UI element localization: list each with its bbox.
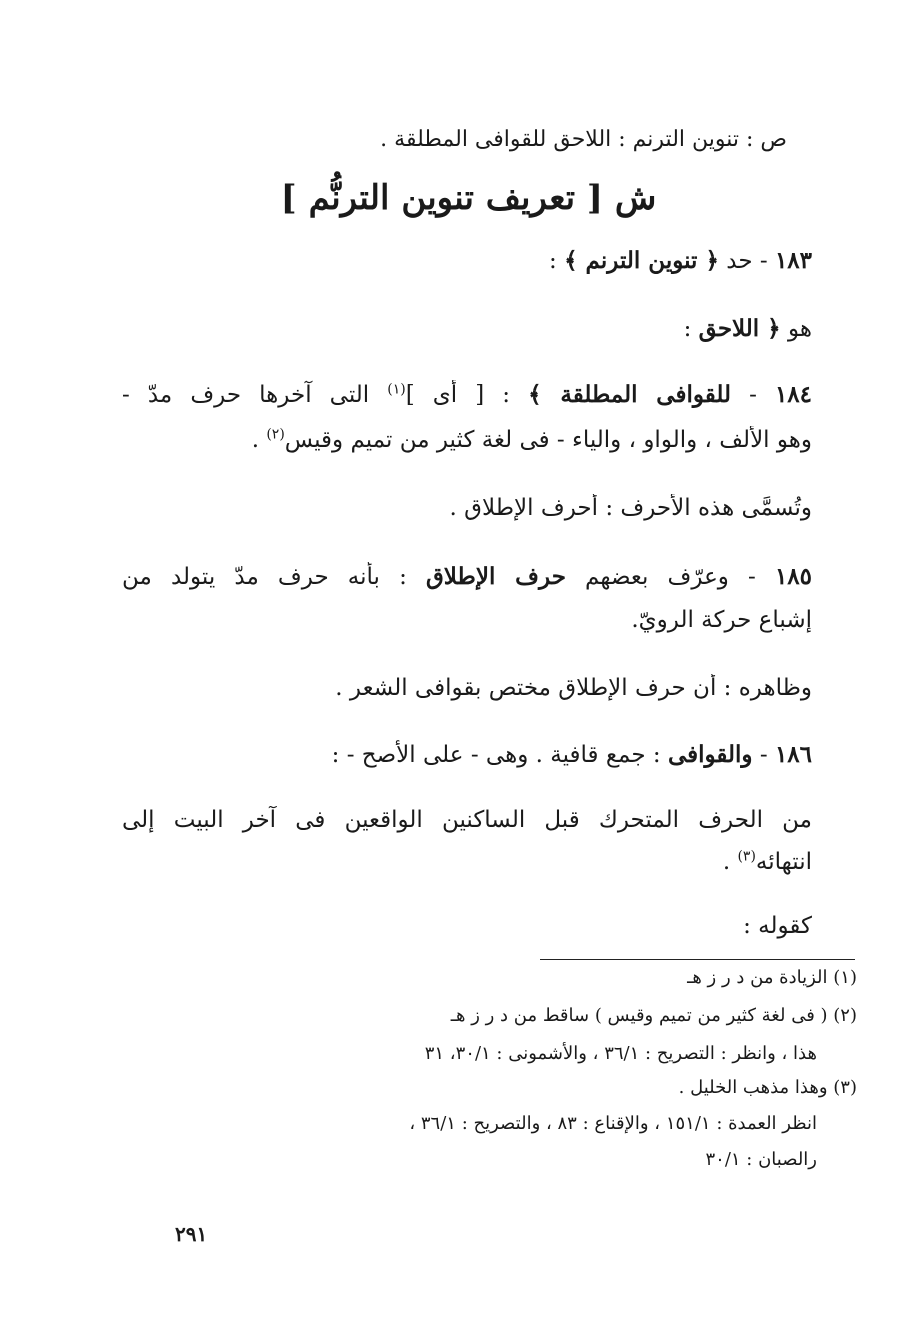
page-number: ٢٩١ xyxy=(175,1222,208,1246)
paragraph-184-line2 xyxy=(122,426,812,456)
paragraph-text: : xyxy=(683,316,699,342)
defined-term: حرف الإطلاق xyxy=(425,563,566,590)
paragraph-text: - وعرّف بعضهم xyxy=(565,564,775,590)
paragraph-185-note: وظاهره : أن حرف الإطلاق مختص بقوافى الشعر . xyxy=(335,675,812,701)
paragraph-text: . xyxy=(722,849,738,875)
paragraph-text: : xyxy=(549,248,565,274)
paragraph-text: - حد xyxy=(718,248,775,274)
footnote-3-references-continued: رالصبان : ٣٠/١ xyxy=(705,1149,817,1170)
footnote-3: (٣) وهذا مذهب الخليل . xyxy=(678,1077,857,1098)
footnote-ref: (٢) xyxy=(266,426,285,443)
paragraph-text: - xyxy=(752,742,775,768)
paragraph-183 xyxy=(122,246,812,277)
paragraph-text: : بأنه حرف مدّ يتولد من xyxy=(122,564,426,590)
paragraph-186 xyxy=(122,740,812,771)
paragraph-text: وهو الألف ، والواو ، والياء - فى لغة كثير من تميم وقيس xyxy=(284,427,812,453)
paragraph-185 xyxy=(122,562,812,593)
paragraph-text: انتهائه xyxy=(755,849,812,875)
footnote-1: (١) الزيادة من د ر ز هـ xyxy=(687,967,857,988)
paragraph-183-continued xyxy=(122,314,812,345)
defined-term: ﴿ اللاحق xyxy=(698,315,781,342)
defined-term: ﴿ تنوين الترنم ﴾ xyxy=(564,247,719,274)
footnote-3-references: انظر العمدة : ١٥١/١ ، والإقناع : ٨٣ ، والتصريح : ٣٦/١ ، xyxy=(409,1113,817,1134)
matn-line: ص : تنوين الترنم : اللاحق للقوافى المطلقة . xyxy=(380,127,787,152)
footnote-ref: (٣) xyxy=(737,848,756,865)
paragraph-184-note: وتُسمَّى هذه الأحرف : أحرف الإطلاق . xyxy=(449,495,812,521)
paragraph-186-definition-line2 xyxy=(122,848,812,878)
paragraph-text: التى آخرها حرف مدّ - xyxy=(122,382,388,408)
section-heading: ش [ تعريف تنوين الترنُّم ] xyxy=(280,178,657,218)
footnote-2-continued: هذا ، وانظر : التصريح : ٣٦/١ ، والأشمونى : ٣٠/١، ٣١ xyxy=(424,1043,817,1064)
footnote-2: (٢) ( فى لغة كثير من تميم وقيس ) ساقط من د ر ز هـ xyxy=(450,1005,857,1026)
footnote-separator xyxy=(540,959,855,960)
paragraph-number: ١٨٦ xyxy=(774,741,812,768)
paragraph-number: ١٨٥ xyxy=(774,563,812,590)
paragraph-184 xyxy=(122,380,812,411)
paragraph-text: . xyxy=(251,427,267,453)
paragraph-text: : جمع قافية . وهى - على الأصح - : xyxy=(331,742,668,768)
paragraph-text: - xyxy=(731,382,775,408)
paragraph-186-definition: من الحرف المتحرك قبل الساكنين الواقعين فى آخر البيت إلى xyxy=(122,807,812,833)
paragraph-example-intro: كقوله : xyxy=(743,913,812,939)
defined-term: والقوافى xyxy=(667,741,753,768)
paragraph-number: ١٨٣ xyxy=(774,247,812,274)
footnote-ref: (١) xyxy=(387,381,406,398)
paragraph-number: ١٨٤ xyxy=(774,381,812,408)
defined-term: للقوافى المطلقة ﴾ xyxy=(528,381,731,408)
paragraph-text: هو xyxy=(780,316,812,342)
paragraph-185-line2: إشباع حركة الرويّ. xyxy=(631,607,812,633)
paragraph-text: : [ أى ] xyxy=(405,382,529,408)
